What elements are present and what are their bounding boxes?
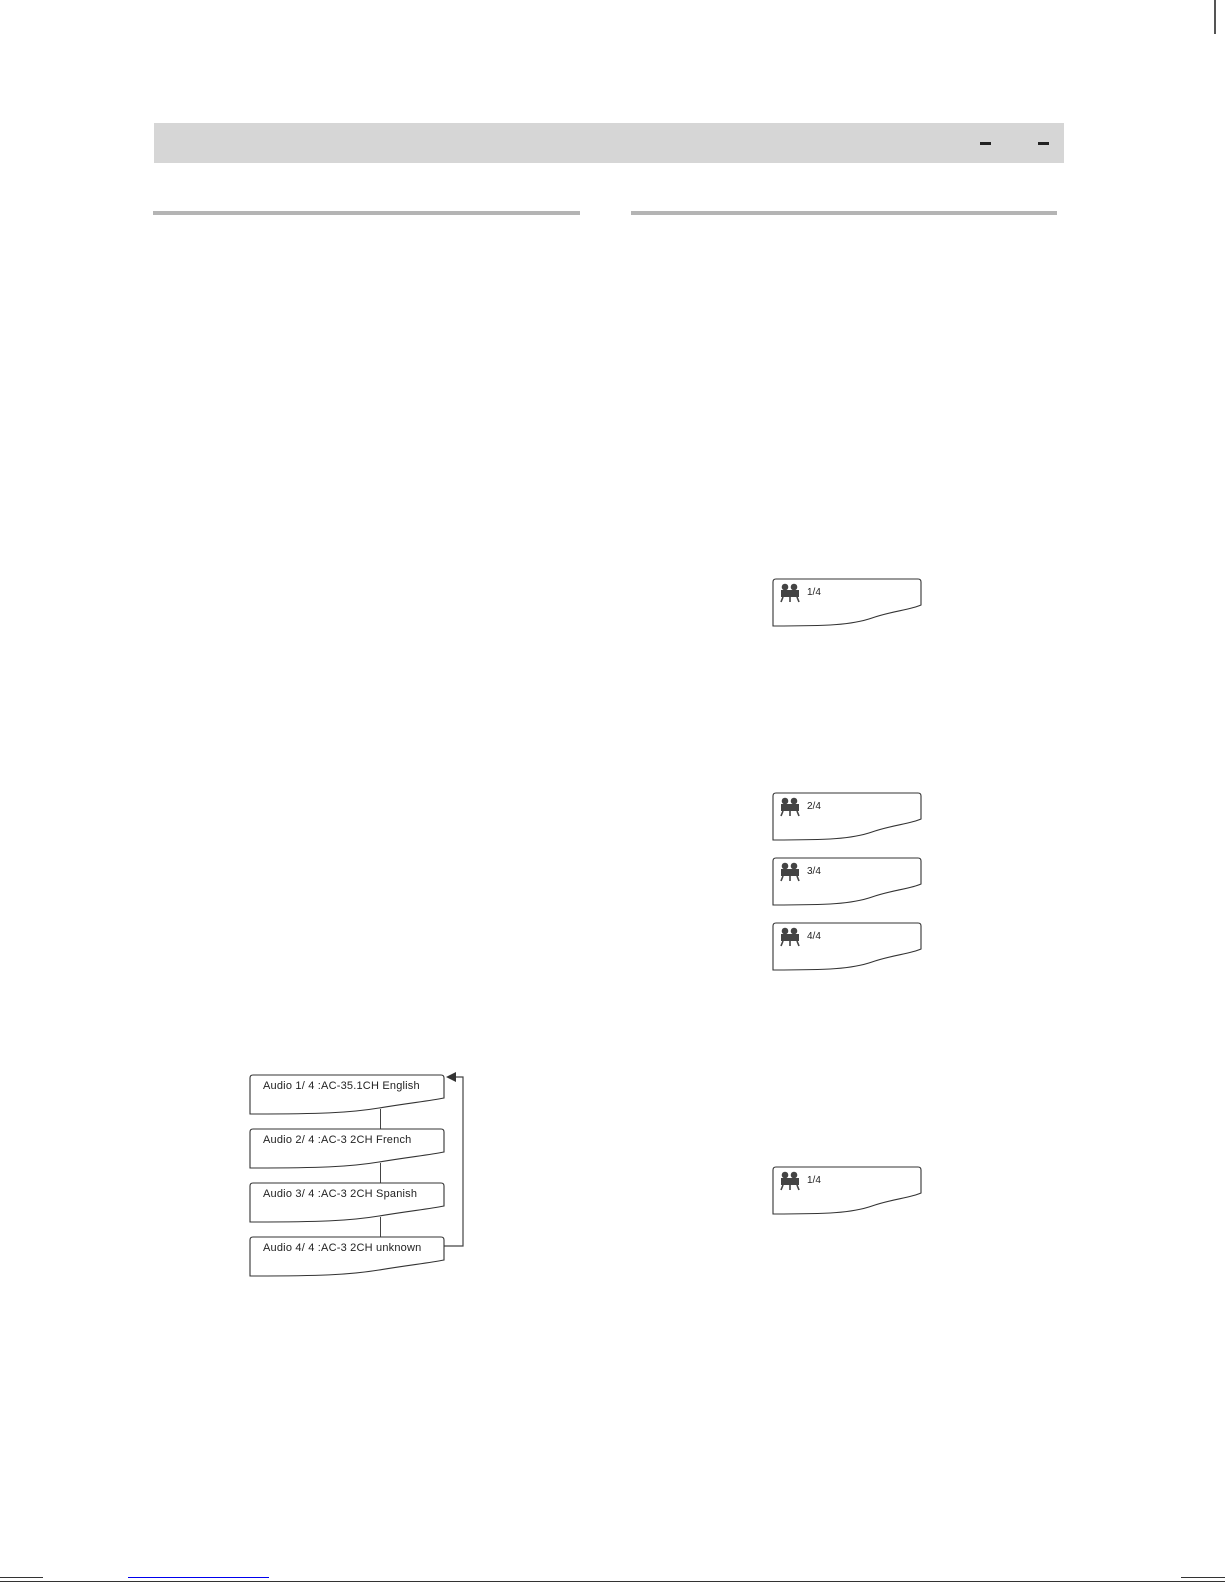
header-bar bbox=[154, 123, 1064, 163]
audio-track-label: Audio 3/ 4 :AC-3 2CH Spanish bbox=[263, 1188, 418, 1200]
bottom-link-underline[interactable] bbox=[128, 1577, 269, 1578]
loop-back-arrow bbox=[440, 1070, 480, 1250]
audio-track-box bbox=[249, 1236, 445, 1278]
angle-value: 1/4 bbox=[807, 587, 821, 598]
header-dash bbox=[980, 142, 991, 145]
angle-osd-screen bbox=[772, 922, 922, 972]
angle-osd-screen bbox=[772, 857, 922, 907]
angle-value: 3/4 bbox=[807, 866, 821, 877]
angle-value: 4/4 bbox=[807, 931, 821, 942]
header-dash bbox=[1038, 142, 1049, 145]
audio-track-box bbox=[249, 1182, 445, 1224]
angle-value: 1/4 bbox=[807, 1175, 821, 1186]
audio-track-label: Audio 1/ 4 :AC-35.1CH English bbox=[263, 1080, 420, 1092]
bottom-edge-line bbox=[0, 1581, 1225, 1582]
camera-angle-icon bbox=[779, 583, 801, 603]
right-column-rule bbox=[631, 211, 1057, 215]
camera-angle-icon bbox=[779, 1171, 801, 1191]
camera-angle-icon bbox=[779, 927, 801, 947]
bottom-rule-segment bbox=[1181, 1577, 1225, 1578]
bottom-rule-segment bbox=[0, 1577, 43, 1578]
angle-value: 2/4 bbox=[807, 801, 821, 812]
camera-angle-icon bbox=[779, 862, 801, 882]
audio-track-label: Audio 4/ 4 :AC-3 2CH unknown bbox=[263, 1242, 422, 1254]
audio-track-box bbox=[249, 1128, 445, 1170]
angle-osd-screen bbox=[772, 1166, 922, 1216]
angle-osd-screen bbox=[772, 578, 922, 628]
angle-osd-screen bbox=[772, 792, 922, 842]
top-edge-line bbox=[1214, 0, 1216, 34]
camera-angle-icon bbox=[779, 797, 801, 817]
left-column-rule bbox=[153, 211, 580, 215]
audio-track-label: Audio 2/ 4 :AC-3 2CH French bbox=[263, 1134, 412, 1146]
audio-track-box bbox=[249, 1074, 445, 1116]
